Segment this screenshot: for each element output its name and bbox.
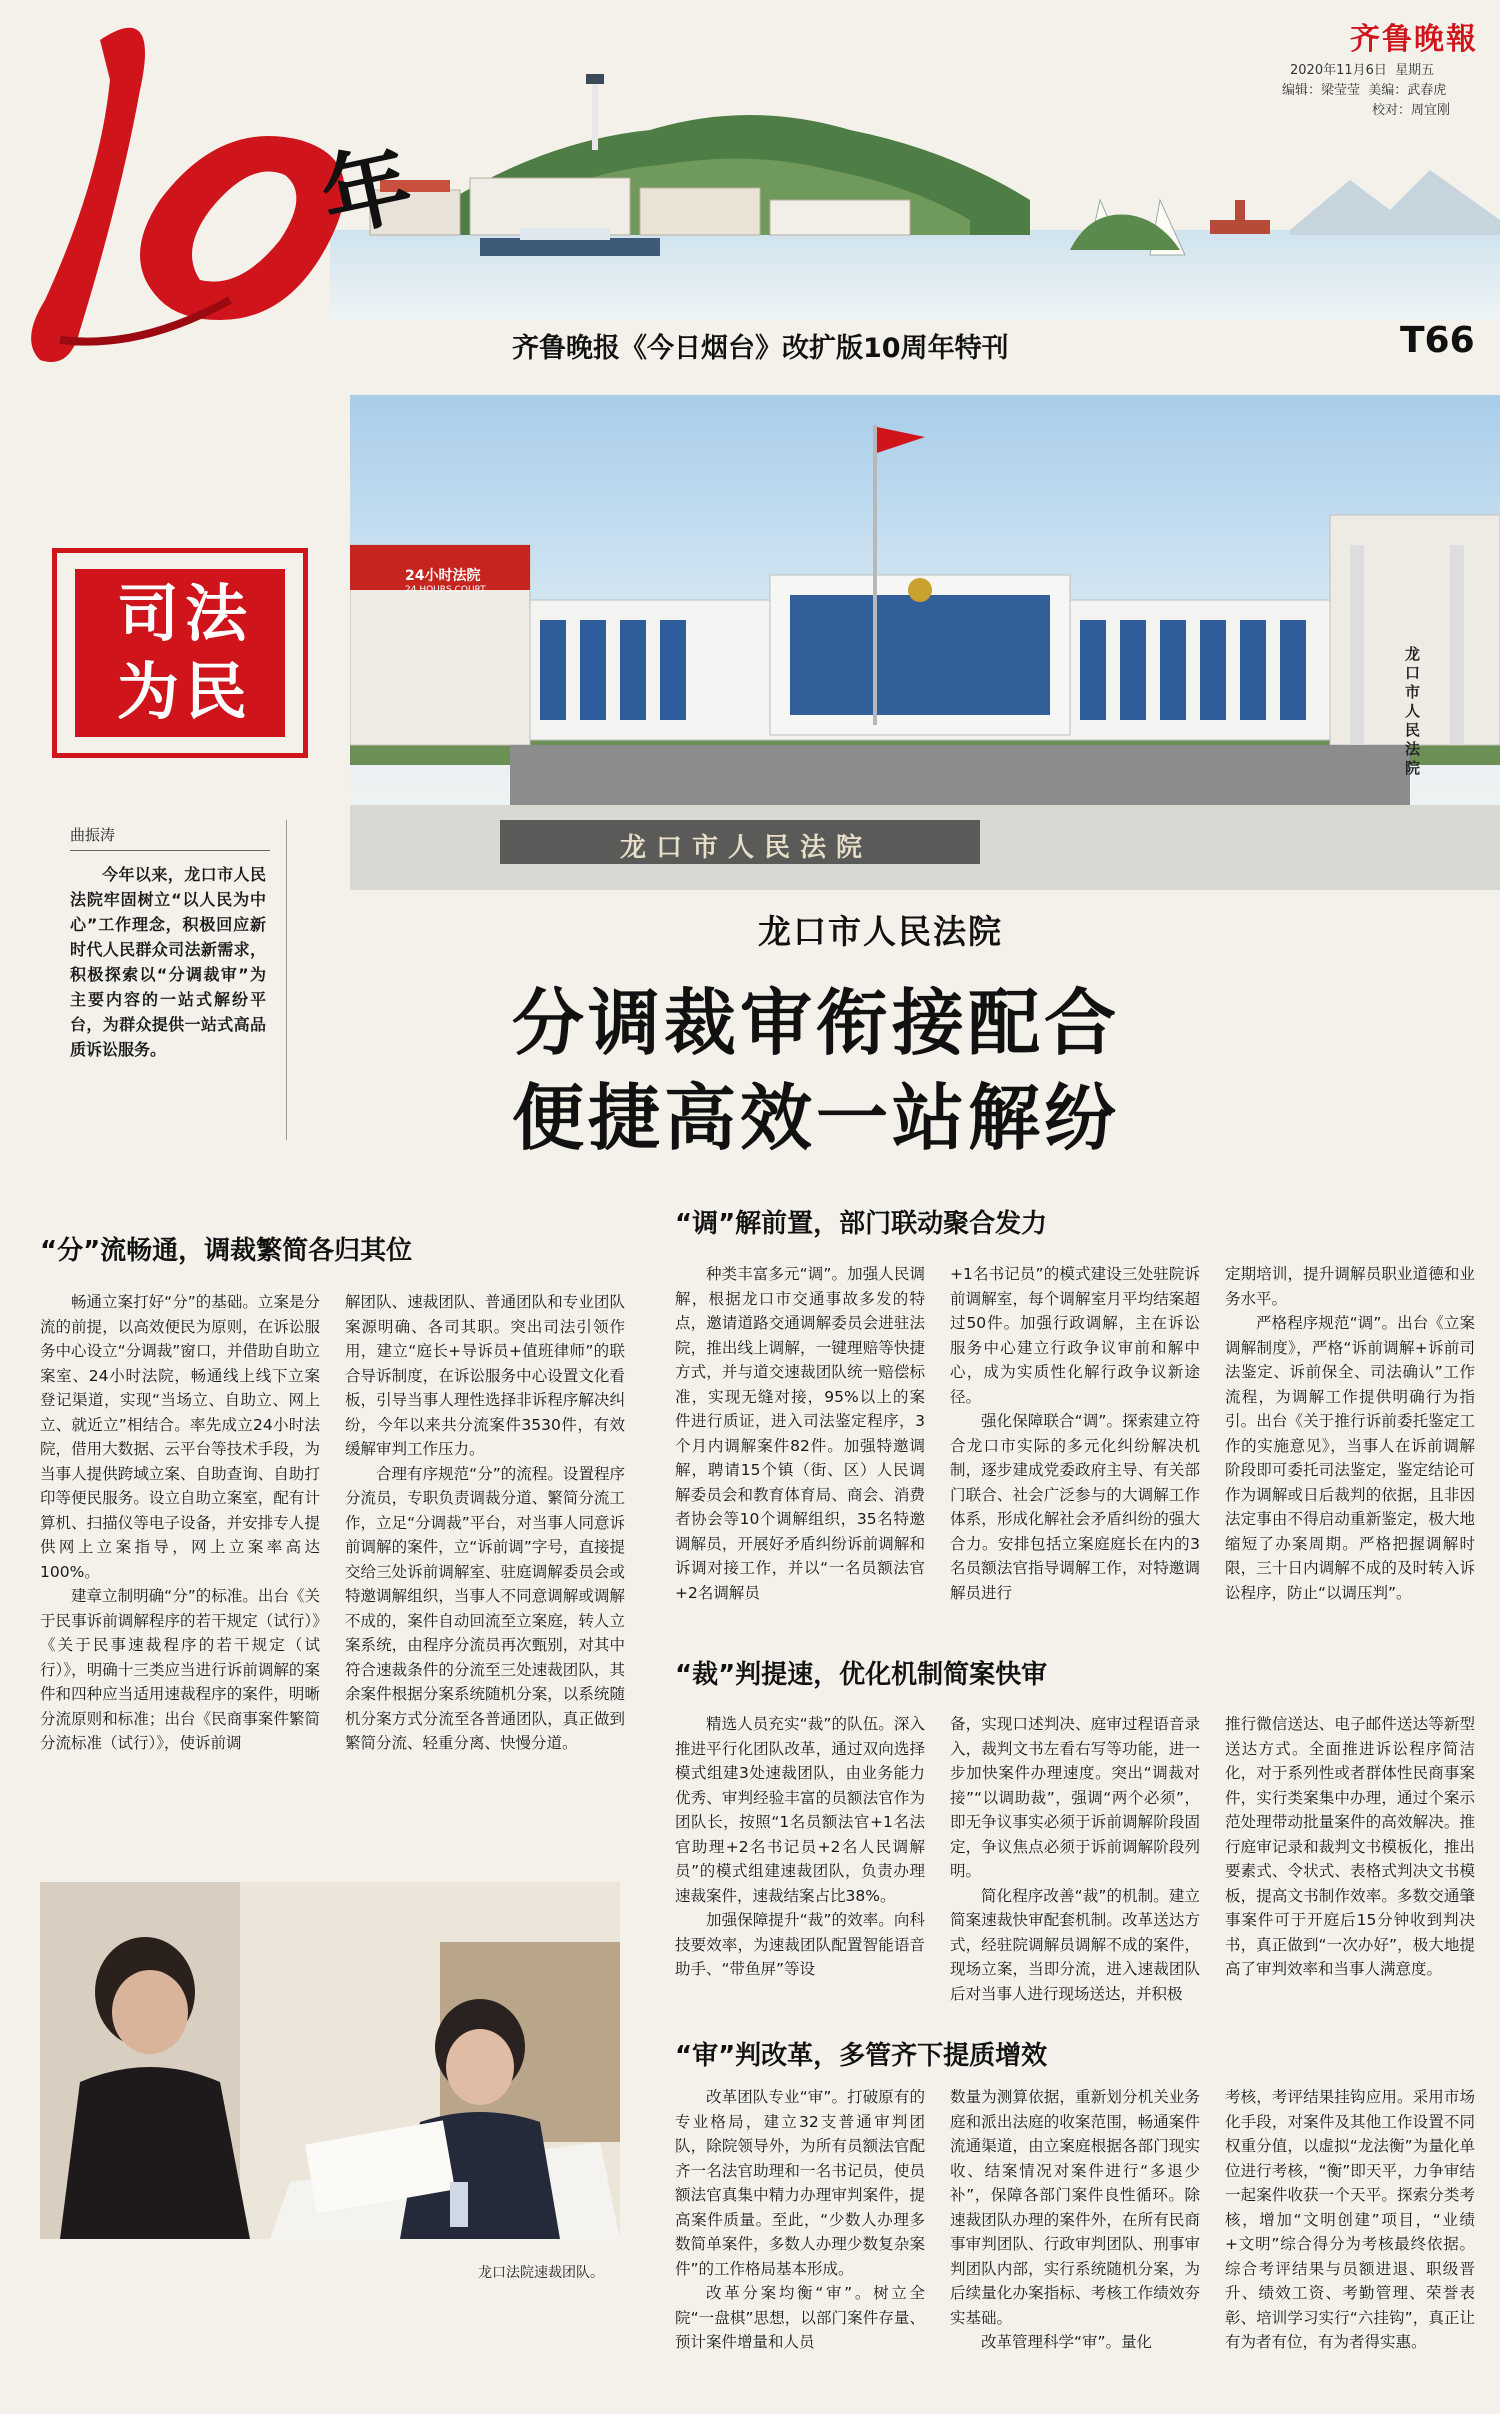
section-badge-line1: 司法 xyxy=(117,577,254,650)
page-number: T66 xyxy=(1400,320,1475,361)
headline-line2: 便捷高效一站解纷 xyxy=(512,1076,1121,1160)
paper-name: 齐鲁晚報 xyxy=(1350,22,1478,57)
section-cai-column-2 xyxy=(950,1712,1200,2006)
paragraph: 定期培训，提升调解员职业道德和业务水平。 xyxy=(1225,1265,1475,1308)
section-shen-column-3 xyxy=(1225,2085,1475,2355)
paragraph: 严格程序规范“调”。出台《立案调解制度》，严格“诉前调解+诉前司法鉴定、诉前保全、司法确认”工作流程，为调解工作提供明确行为指引。出台《关于推行诉前委托鉴定工作的实施意见》，当事人在诉前调解阶段即可委托司法鉴定，鉴定结论可作为调解或日后裁判的依据，且非因法定事由不得启动重新鉴定，极大地缩短了办案周期。严格把握调解时限，三十日内调解不成的及时转入诉讼程序，防止“以调压判”。 xyxy=(1225,1314,1475,1602)
paragraph: 简化程序改善“裁”的机制。建立简案速裁快审配套机制。改革送达方式，经驻院调解员调解不成的案件，现场立案，当即分流，进入速裁团队后对当事人进行现场送达，并积极 xyxy=(950,1886,1200,2003)
paragraph: 建章立制明确“分”的标准。出台《关于民事诉前调解程序的若干规定（试行）》《关于民事速裁程序的若干规定（试行）》，明确十三类应当进行诉前调解的案件和四种应当适用速裁程序的案件，明晰分流原则和标准；出台《民商事案件繁简分流标准（试行）》，使诉前调 xyxy=(40,1587,320,1752)
team-photo xyxy=(40,1882,620,2239)
paragraph: 备，实现口述判决、庭审过程语音录入，裁判文书左看右写等功能，进一步加快案件办理速度。突出“调裁对接”“以调助裁”，强调“两个必须”，即无争议事实必须于诉前调解阶段固定，争议焦点必须于诉前调解阶段列明。 xyxy=(950,1715,1200,1880)
section-fen-title: “分”流畅通，调裁繁简各归其位 xyxy=(40,1236,413,1266)
section-tiao-column-1 xyxy=(675,1262,925,1605)
paragraph: 畅通立案打好“分”的基础。立案是分流的前提，以高效便民为原则，在诉讼服务中心设立“分调裁”窗口，并借助自助立案室、24小时法院，畅通线上线下立案登记渠道，实现“当场立、自助立、网上立、就近立”相结合。率先成立24小时法院，借用大数据、云平台等技术手段，为当事人提供跨域立案、自助查询、自助打印等便民服务。设立自助立案室，配有计算机、扫描仪等电子设备，并安排专人提供网上立案指导，网上立案率高达100%。 xyxy=(40,1293,320,1581)
section-shen-title: “审”判改革，多管齐下提质增效 xyxy=(675,2041,1048,2071)
section-shen-column-2 xyxy=(950,2085,1200,2355)
paragraph: 改革团队专业“审”。打破原有的专业格局，建立32支普通审判团队，除院领导外，为所有员额法官配齐一名法官助理和一名书记员，使员额法官真集中精力办理审判案件，提高案件质量。至此，“少数人办理多数简单案件，多数人办理少数复杂案件”的工作格局基本形成。 xyxy=(675,2088,925,2278)
issue-weekday: 星期五 xyxy=(1395,63,1435,78)
paragraph: 改革分案均衡“审”。树立全院“一盘棋”思想，以部门案件存量、预计案件增量和人员 xyxy=(675,2284,925,2351)
supplement-title: 齐鲁晚报《今日烟台》改扩版10周年特刊 xyxy=(512,333,1009,364)
paragraph: 改革管理科学“审”。量化 xyxy=(981,2333,1153,2351)
team-photo-illustration xyxy=(40,1882,620,2239)
editor-credit: 编辑：梁莹莹 xyxy=(1282,83,1361,98)
court-sign xyxy=(405,565,486,595)
section-fen-column-2 xyxy=(345,1290,625,1756)
court-sign-cn: 24小时法院 xyxy=(405,568,481,584)
paragraph: 强化保障联合“调”。探索建立符合龙口市实际的多元化纠纷解决机制，逐步建成党委政府主导、有关部门联合、社会广泛参与的大调解工作体系，形成化解社会矛盾纠纷的强大合力。安排包括立案庭庭长在内的3名员额法官指导调解工作，对特邀调解员进行 xyxy=(950,1412,1200,1602)
lead-text: 今年以来，龙口市人民法院牢固树立“以人民为中心”工作理念，积极回应新时代人民群众司法新需求，积极探索以“分调裁审”为主要内容的一站式解纷平台，为群众提供一站式高品质诉讼服务。 xyxy=(70,865,266,1059)
section-fen-column-1 xyxy=(40,1290,320,1756)
header-banner xyxy=(0,0,1500,380)
issue-date-line xyxy=(1290,62,1490,80)
team-photo-caption: 龙口法院速裁团队。 xyxy=(478,2265,604,2281)
svg-text:年: 年 xyxy=(312,130,421,251)
court-sign-en: 24 HOURS COURT xyxy=(405,585,486,595)
proofreader-line xyxy=(1372,102,1492,120)
anniversary-ribbon-logo xyxy=(0,0,520,380)
section-tiao-column-3 xyxy=(1225,1262,1475,1605)
paragraph: +1名书记员”的模式建设三处驻院诉前调解室，每个调解室月平均结案超过50件。加强行政调解，主在诉讼服务中心建立行政争议审前和解中心，成为实质性化解行政争议新途径。 xyxy=(950,1265,1200,1406)
paragraph: 数量为测算依据，重新划分机关业务庭和派出法庭的收案范围，畅通案件流通渠道，由立案庭根据各部门现实收、结案情况对案件进行“多退少补”，保障各部门案件良性循环。除速裁团队办理的案件外，在所有民商事审判团队、行政审判团队、刑事审判团队内部，实行系统随机分案，为后续量化办案指标、考核工作绩效夯实基础。 xyxy=(950,2088,1200,2327)
issue-date: 2020年11月6日 xyxy=(1290,63,1387,78)
section-cai-column-1 xyxy=(675,1712,925,1982)
paragraph: 考核，考评结果挂钩应用。采用市场化手段，对案件及其他工作设置不同权重分值，以虚拟“龙法衡”为量化单位进行考核，“衡”即天平，力争审结一起案件收获一个天平。探索分类考核，增加“文明创建”项目，“业绩+文明”综合得分为考核最终依据。综合考评结果与员额进退、职级晋升、绩效工资、考勤管理、荣誉表彰、培训学习实行“六挂钩”，真正让有为者有位，有为者得实惠。 xyxy=(1225,2088,1475,2351)
section-tiao-title: “调”解前置，部门联动聚合发力 xyxy=(675,1209,1048,1239)
paragraph: 种类丰富多元“调”。加强人民调解，根据龙口市交通事故多发的特点，邀请道路交通调解委员会进驻法院，推出线上调解，一键理赔等快捷方式，并与道交速裁团队统一赔偿标准，实现无缝对接，95%以上的案件进行质证，进入司法鉴定程序，3个月内调解案件82件。加强特邀调解，聘请15个镇（街、区）人民调解委员会和教育体育局、商会、消费者协会等10个调解组织，35名特邀调解员，开展好矛盾纠纷诉前调解和诉调对接工作，并以“一名员额法官+2名调解员 xyxy=(675,1265,925,1602)
building-vertical-sign: 龙口市人民法院 xyxy=(1405,645,1421,777)
gate-sign: 龙口市人民法院 xyxy=(620,833,873,863)
headline-line1: 分调裁审衔接配合 xyxy=(512,981,1121,1065)
paragraph: 解团队、速裁团队、普通团队和专业团队案源明确、各司其职。突出司法引领作用，建立“庭长+导诉员+值班律师”的联合导诉制度，在诉讼服务中心设置文化看板，引导当事人理性选择非诉程序解决纠纷，今年以来共分流案件3530件，有效缓解审判工作压力。 xyxy=(345,1293,625,1458)
section-cai-column-3 xyxy=(1225,1712,1475,1982)
proofreader-credit: 校对：周宜刚 xyxy=(1372,103,1451,118)
section-shen-column-1 xyxy=(675,2085,925,2355)
editor-line xyxy=(1282,82,1492,100)
paragraph: 精选人员充实“裁”的队伍。深入推进平行化团队改革，通过双向选择模式组建3处速裁团队，由业务能力优秀、审判经验丰富的员额法官作为团队长，按照“1名员额法官+1名法官助理+2名书记员+2名人民调解员”的模式组建速裁团队，负责办理速裁案件，速裁结案占比38%。 xyxy=(675,1715,925,1905)
anniversary-logo-text xyxy=(260,250,262,251)
court-building-photo xyxy=(350,395,1500,890)
author-byline: 曲振涛 xyxy=(70,826,116,844)
headline-kicker: 龙口市人民法院 xyxy=(758,912,1003,951)
lead-paragraph xyxy=(70,862,266,1062)
section-cai-title: “裁”判提速，优化机制简案快审 xyxy=(675,1660,1048,1690)
section-tiao-column-2 xyxy=(950,1262,1200,1605)
paragraph: 加强保障提升“裁”的效率。向科技要效率，为速裁团队配置智能语音助手、“带鱼屏”等设 xyxy=(675,1911,925,1978)
section-badge-line2: 为民 xyxy=(117,655,254,728)
court-building-illustration xyxy=(350,395,1500,890)
lead-divider xyxy=(286,820,287,1140)
paragraph: 推行微信送达、电子邮件送达等新型送达方式。全面推进诉讼程序简洁化，对于系列性或者群体性民商事案件，实行类案集中办理，通过个案示范处理带动批量案件的高效解决。推行庭审记录和裁判文书模板化，推出要素式、令状式、表格式判决文书模板，提高文书制作效率。多数交通肇事案件可于开庭后15分钟收到判决书，真正做到“一次办好”，极大地提高了审判效率和当事人满意度。 xyxy=(1225,1715,1475,1978)
section-badge xyxy=(52,548,308,758)
byline-rule xyxy=(70,850,270,851)
designer-credit: 美编：武春虎 xyxy=(1368,83,1447,98)
paragraph: 合理有序规范“分”的流程。设置程序分流员，专职负责调裁分道、繁简分流工作，立足“分调裁”平台，对当事人同意诉前调解的案件，立“诉前调”字号，直接提交给三处诉前调解室、驻庭调解委员会或特邀调解组织，当事人不同意调解或调解不成的，案件自动回流至立案庭，转人立案系统，由程序分流员再次甄别，对其中符合速裁条件的分流至三处速裁团队，其余案件根据分案系统随机分案，以系统随机分案方式分流至各普通团队，真正做到繁简分流、轻重分离、快慢分道。 xyxy=(345,1464,625,1752)
